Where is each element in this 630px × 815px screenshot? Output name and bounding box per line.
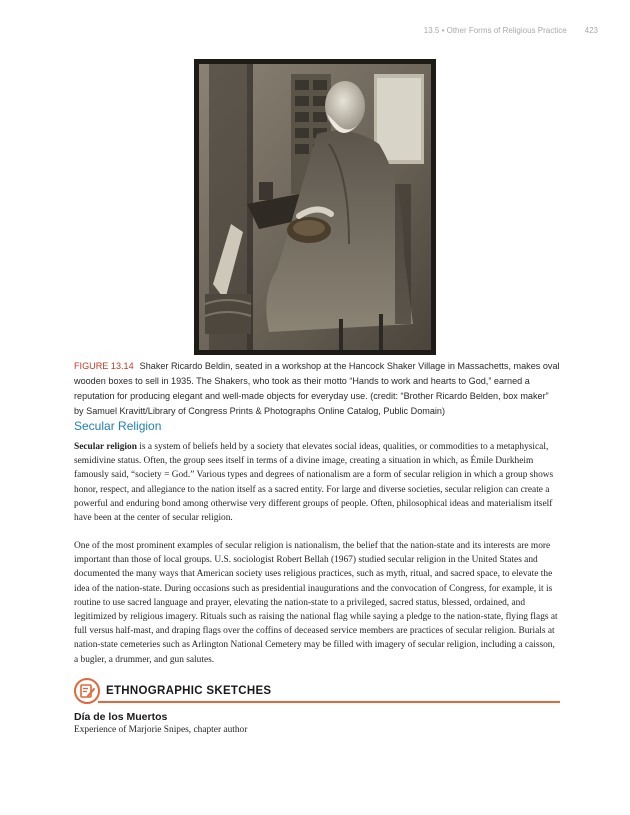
figure-label: FIGURE 13.14	[74, 361, 134, 371]
key-term: Secular religion	[74, 442, 137, 452]
page-number: 423	[584, 26, 598, 35]
feature-header	[74, 678, 560, 704]
figure-caption-text: Shaker Ricardo Beldin, seated in a workshop at the Hancock Shaker Village in Massachetts, makes oval wooden boxes to sell in 1935. The Shakers, who took as their motto “Hands to work and hearts to God,” earned a reputation for producing elegant and well-made objects for everyday use. (credit: “Brother Ricardo Belden, box maker” by Samuel Kravitt/Library of Congress Prints & Photographs Online Catalog, Public Domain)	[74, 361, 560, 416]
feature-label: ETHNOGRAPHIC SKETCHES	[106, 685, 272, 697]
figure-caption	[74, 359, 560, 419]
shaker-workshop-photo	[199, 64, 431, 350]
paragraph-secular-religion	[74, 440, 560, 525]
feature-rule	[98, 701, 560, 703]
running-head-section: 13.5 • Other Forms of Religious Practice	[423, 26, 567, 35]
subsection-title: Día de los Muertos	[74, 711, 168, 723]
paragraph-nationalism: One of the most prominent examples of secular religion is nationalism, the belief that the nation-state and its interests are more important than those of local groups. U.S. sociologist Robert Bellah (1967) studied secular religion in the United States and documented the many ways that American society uses religious practices, such as myth, ritual, and sacred space, to elevate the idea of the nation-state. During occasions such as presidential inaugurations and the convocation of Congress, for example, it is routine to use sacred language and prayer, elevating the nation-state to a privileged, sacred status, blessed, ordained, and legitimized by religious imagery. Rituals such as raising the national flag while saying a pledge to the nation-state, flying flags at full versus half-mast, and draping flags over the coffins of deceased service members are practices of secular religion. Burials at nation-state cemeteries such as Arlington National Cemetery may be filled with imagery of secular religion, including a caisson, a bugler, a drummer, and gun salutes.	[74, 541, 558, 665]
notebook-pen-icon	[74, 678, 100, 704]
figure-photo-frame	[194, 59, 436, 355]
author-byline: Experience of Marjorie Snipes, chapter author	[74, 725, 248, 735]
section-title: Secular Religion	[74, 419, 162, 433]
paragraph-1-text: is a system of beliefs held by a society that elevates social ideas, qualities, or commodities to a metaphysical, semidivine status. Often, the group sees itself in terms of a divine image, creating a situation in which, as Émile Durkheim famously said, “society = God.” Various types and degrees of nationalism are a form of secular religion in which a group shows honor, respect, and allegiance to the nation itself as a sacred entity. For large and diverse societies, secular religion can create a powerful and enduring bond among otherwise very different groups of people. Often, philosophical ideas and materialism itself have been at the center of secular religion.	[74, 442, 554, 524]
running-head	[424, 26, 598, 35]
